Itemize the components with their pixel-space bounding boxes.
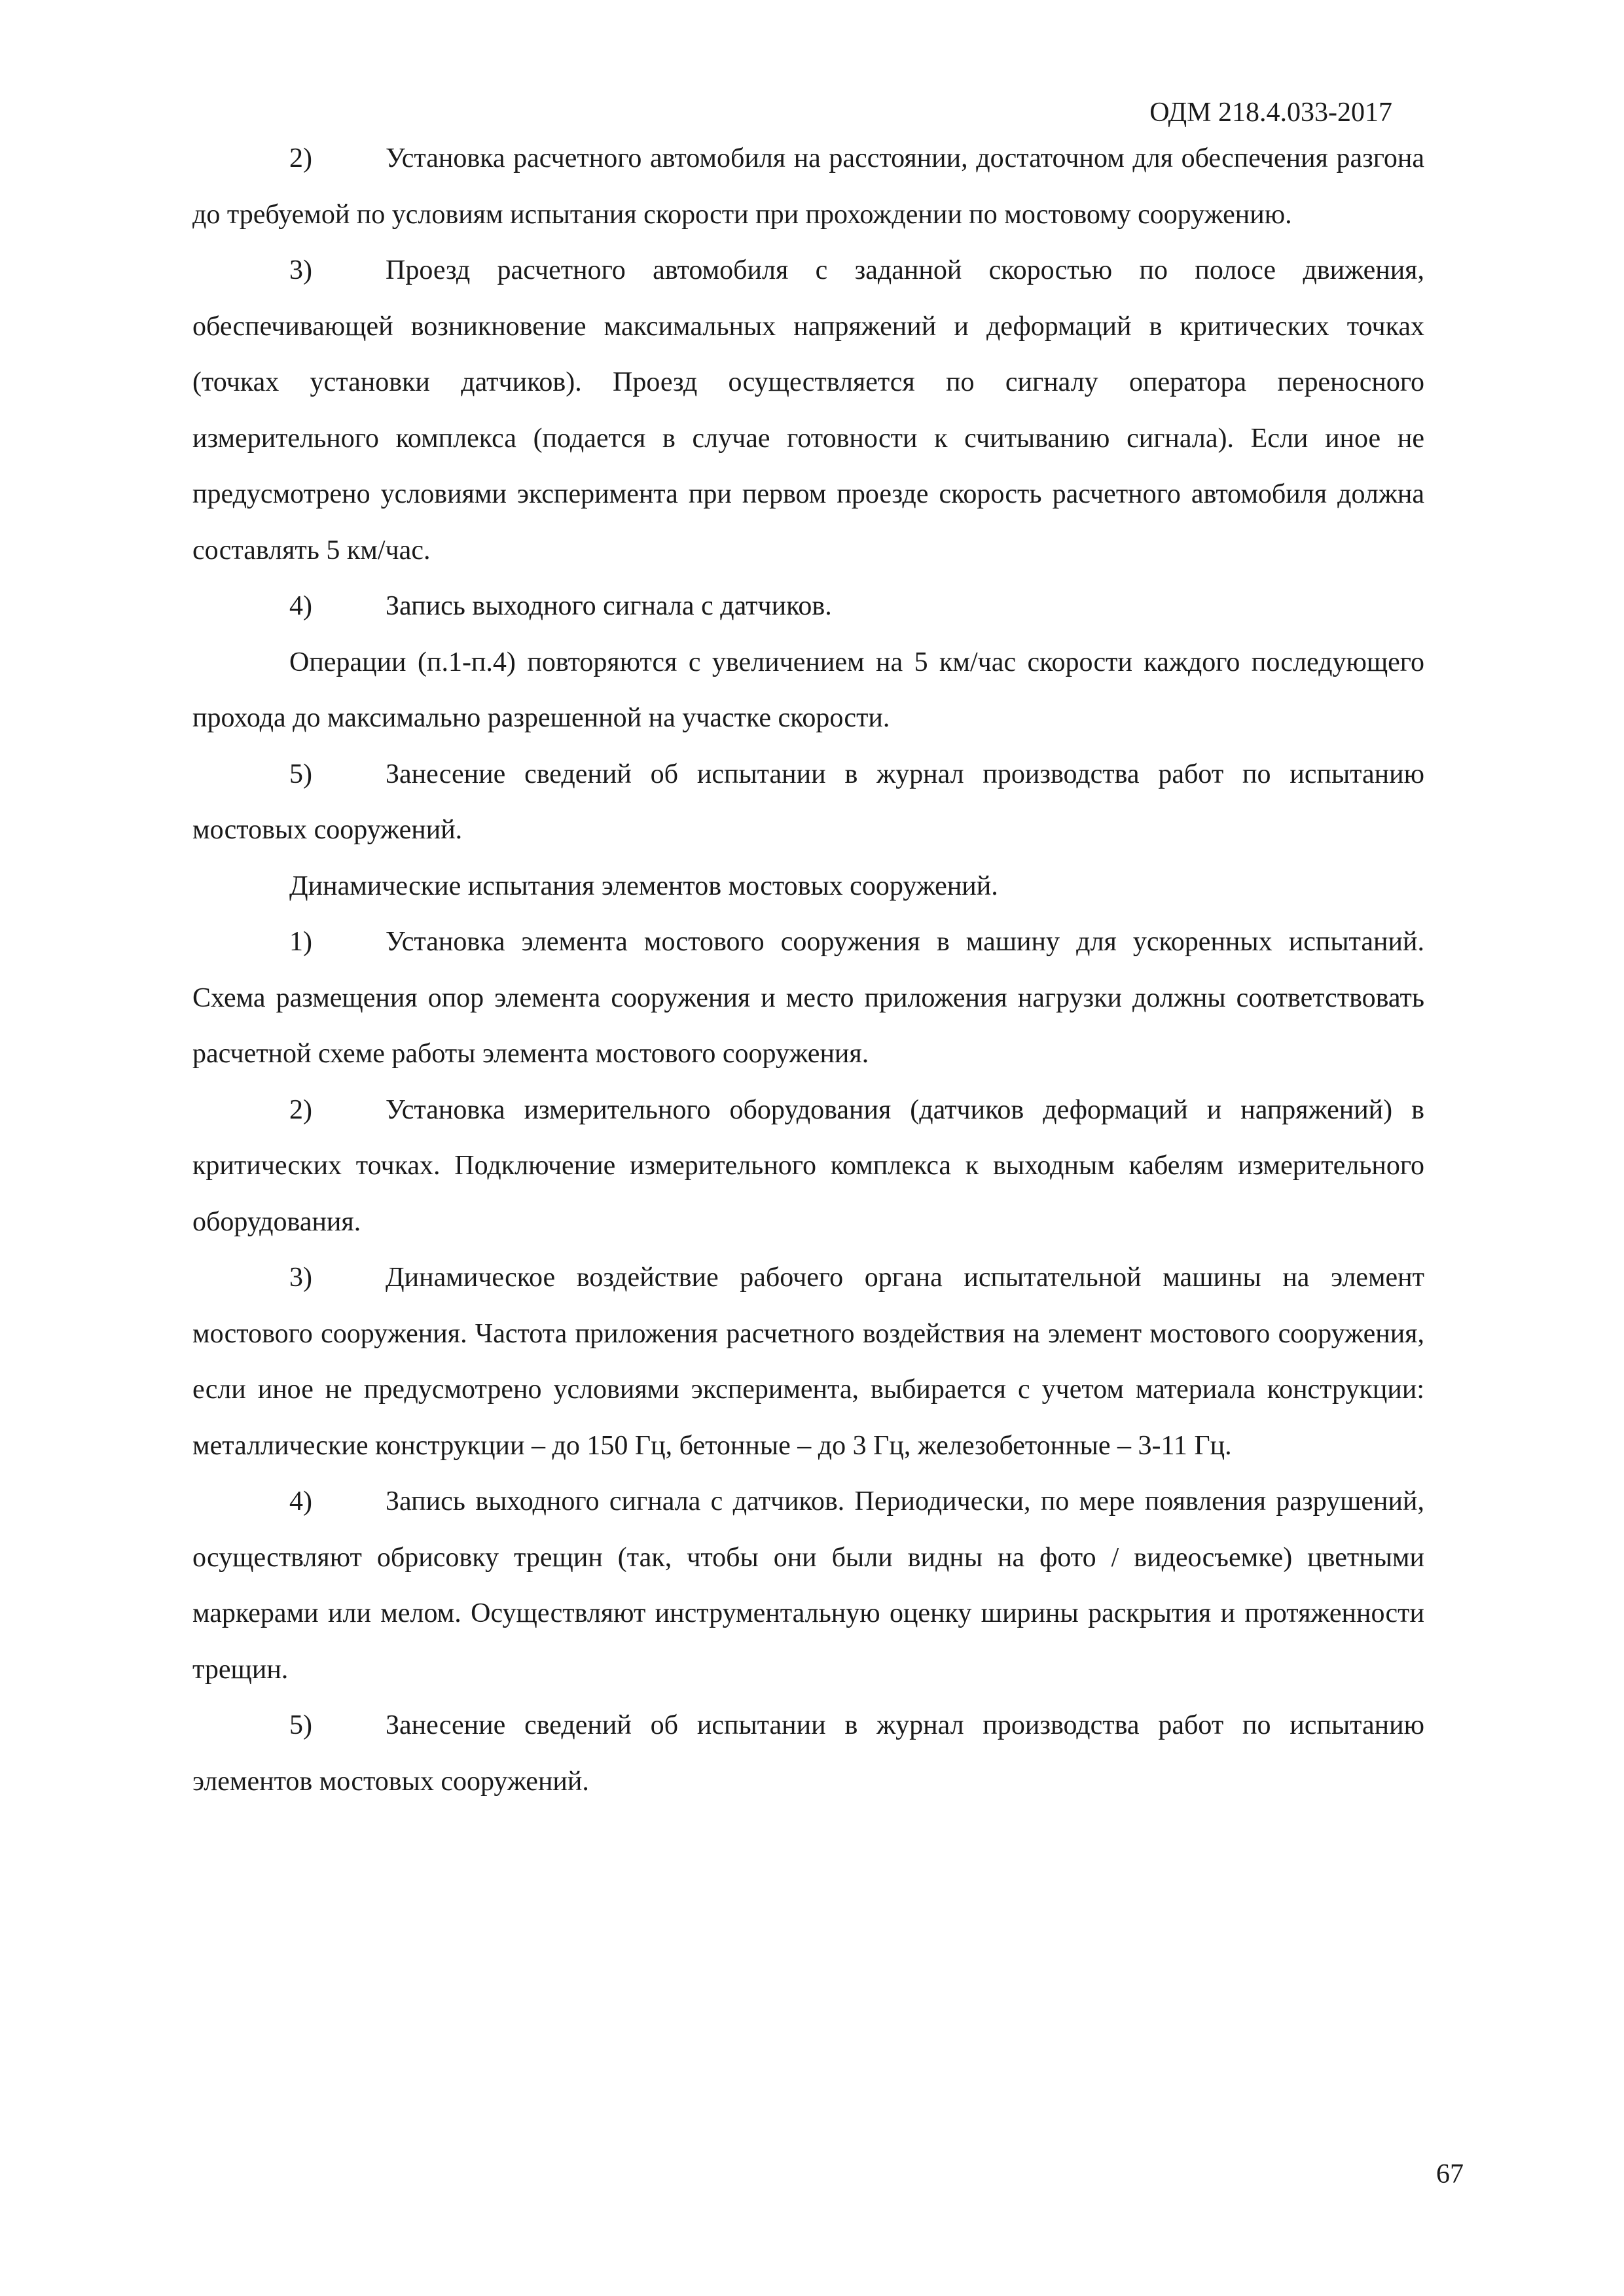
paragraph [192,1474,1424,1698]
paragraph-text: Занесение сведений об испытании в журнал производства работ по испытанию мостовых сооружений. [192,759,1424,845]
paragraph [192,1250,1424,1474]
paragraph-text: Операции (п.1-п.4) повторяются с увеличением на 5 км/час скорости каждого последующего прохода до максимально разрешенной на участке скорости. [192,647,1424,733]
document-code: ОДМ 218.4.033-2017 [1149,98,1392,128]
paragraph [192,914,1424,1083]
list-number: 2) [289,143,312,173]
list-number: 5) [289,1710,312,1740]
paragraph-text: Установка элемента мостового сооружения в машину для ускоренных испытаний. Схема размещения опор элемента сооружения и место приложения нагрузки должны соответствовать расчетной схеме работы элемента мостового сооружения. [192,927,1424,1069]
document-body [192,131,1424,1810]
paragraph [192,579,1424,635]
paragraph-text: Динамические испытания элементов мостовых сооружений. [289,870,998,901]
list-number: 5) [289,759,312,789]
paragraph [192,1698,1424,1810]
paragraph-text: Установка измерительного оборудования (датчиков деформаций и напряжений) в критических точках. Подключение измерительного комплекса к выходным кабелям измерительного оборудования. [192,1094,1424,1237]
paragraph-text: Запись выходного сигнала с датчиков. [386,591,832,621]
paragraph [192,1083,1424,1251]
page-number: 67 [1436,2159,1464,2189]
paragraph [192,243,1424,579]
list-number: 4) [289,591,312,621]
paragraph-text: Установка расчетного автомобиля на расстоянии, достаточном для обеспечения разгона до требуемой по условиям испытания скорости при прохождении по мостовому сооружению. [192,143,1424,230]
list-number: 2) [289,1094,312,1125]
paragraph-text: Проезд расчетного автомобиля с заданной скоростью по полосе движения, обеспечивающей возникновение максимальных напряжений и деформаций в критических точках (точках установки датчиков). Проезд осуществляется по сигналу оператора переносного измерительного комплекса (подается в случае готовности к считыванию сигнала). Если иное не предусмотрено условиями эксперимента при первом проезде скорость расчетного автомобиля должна составлять 5 км/час. [192,255,1424,565]
paragraph-text: Запись выходного сигнала с датчиков. Периодически, по мере появления разрушений, осуществляют обрисовку трещин (так, чтобы они были видны на фото / видеосъемке) цветными маркерами или мелом. Осуществляют инструментальную оценку ширины раскрытия и протяженности трещин. [192,1486,1424,1685]
paragraph-text: Динамическое воздействие рабочего органа испытательной машины на элемент мостового сооружения. Частота приложения расчетного воздействия на элемент мостового сооружения, если иное не предусмотрено условиями эксперимента, выбирается с учетом материала конструкции: металлические конструкции – до 150 Гц, бетонные – до 3 Гц, железобетонные – 3-11 Гц. [192,1263,1424,1461]
list-number: 3) [289,255,312,285]
list-number: 4) [289,1486,312,1516]
paragraph [192,747,1424,859]
paragraph-text: Занесение сведений об испытании в журнал производства работ по испытанию элементов мостовых сооружений. [192,1710,1424,1797]
list-number: 3) [289,1263,312,1293]
paragraph [192,635,1424,747]
list-number: 1) [289,927,312,957]
paragraph [192,131,1424,243]
section-heading [192,859,1424,915]
